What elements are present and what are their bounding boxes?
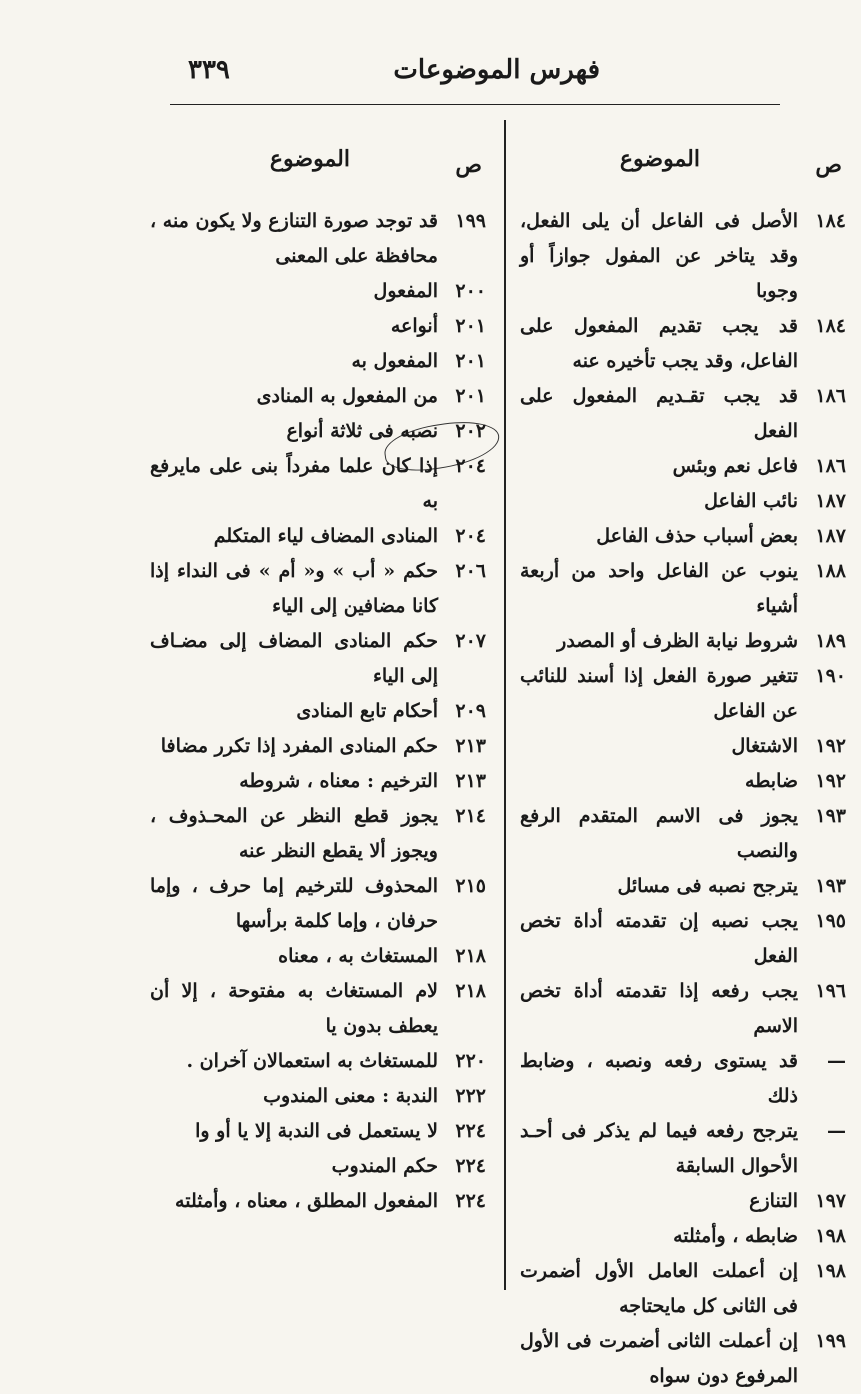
index-entry (520, 659, 850, 729)
entry-topic: قد يستوى رفعه ونصبه ، وضابط ذلك (520, 1050, 798, 1107)
index-entry (520, 974, 850, 1044)
entry-page-number: ١٩٢ (815, 735, 846, 757)
index-entry (150, 974, 490, 1044)
index-entry (150, 274, 490, 309)
index-entry (520, 484, 850, 519)
entry-topic: المفعول المطلق ، معناه ، وأمثلته (175, 1190, 438, 1212)
entry-topic: إن أعملت الثانى أضمرت فى الأول المرفوع دون سواه (520, 1330, 798, 1387)
entry-page-number: ٢٠٧ (455, 630, 486, 652)
entry-topic: الندبة : معنى المندوب (263, 1085, 438, 1107)
entry-topic: ضابطه ، وأمثلته (673, 1225, 798, 1247)
column-header (150, 140, 490, 200)
index-entry (150, 764, 490, 799)
index-entry (150, 204, 490, 274)
entry-page-number: ١٨٦ (815, 385, 846, 407)
index-entry (150, 449, 490, 519)
index-entry (520, 1044, 850, 1114)
index-column-right (520, 140, 850, 1394)
entry-topic: ينوب عن الفاعل واحد من أربعة أشياء (520, 560, 798, 617)
entry-topic: يجب رفعه إذا تقدمته أداة تخص الاسم (520, 980, 798, 1037)
index-entry (520, 1184, 850, 1219)
entry-page-number: ٢٠٦ (455, 560, 486, 582)
entry-page-number: ١٩٨ (815, 1260, 846, 1282)
entry-page-number: ٢١٥ (455, 875, 486, 897)
entry-topic: ضابطه (745, 770, 798, 792)
entry-topic: الترخيم : معناه ، شروطه (239, 770, 438, 792)
index-entry (520, 624, 850, 659)
column-header-page: ص (815, 152, 842, 178)
entry-topic: قد توجد صورة التنازع ولا يكون منه ، محافظة على المعنى (150, 210, 438, 267)
header-rule (170, 104, 780, 105)
entry-page-number: ١٩٥ (815, 910, 846, 932)
entry-page-number: ٢٠٢ (455, 420, 486, 442)
index-column-left (150, 140, 490, 1219)
entry-topic: يترجح نصبه فى مسائل (617, 875, 798, 897)
entry-page-number: ١٩٨ (815, 1225, 846, 1247)
index-entry (150, 379, 490, 414)
entry-page-number: ١٩٢ (815, 770, 846, 792)
column-header-page: ص (455, 152, 482, 178)
page-title: فهرس الموضوعات (393, 55, 600, 85)
entry-page-number: ١٨٤ (815, 315, 846, 337)
entry-topic: أحكام تابع المنادى (296, 700, 438, 722)
entry-topic: التنازع (749, 1190, 798, 1212)
index-entries (520, 204, 850, 1394)
entry-page-number: ٢٠١ (455, 315, 486, 337)
index-entry (150, 624, 490, 694)
index-entry (520, 379, 850, 449)
entry-page-number: ٢٠٤ (455, 455, 486, 477)
entry-page-number: ٢٠١ (455, 350, 486, 372)
index-entry (150, 939, 490, 974)
entry-topic: الاشتغال (731, 735, 798, 757)
entry-page-number: ١٩٠ (815, 665, 846, 687)
entry-topic: المستغاث به ، معناه (278, 945, 438, 967)
entry-topic: حكم « أب » و« أم » فى النداء إذا كانا مضافين إلى الياء (150, 560, 438, 617)
entry-topic: للمستغاث به استعمالان آخران . (186, 1050, 438, 1072)
entry-topic: بعض أسباب حذف الفاعل (596, 525, 798, 547)
entry-topic: لا يستعمل فى الندبة إلا يا أو وا (195, 1120, 438, 1142)
index-entry (520, 1254, 850, 1324)
entry-page-number: ٢٢٤ (455, 1155, 486, 1177)
entry-page-number: — (827, 1120, 846, 1142)
index-entry (150, 344, 490, 379)
index-entry (150, 799, 490, 869)
index-entry (150, 694, 490, 729)
entry-topic: إذا كان علما مفرداً بنى على مايرفع به (150, 455, 438, 512)
entry-page-number: ٢١٨ (455, 945, 486, 967)
index-entry (520, 729, 850, 764)
index-entry (520, 764, 850, 799)
entry-page-number: ١٩٩ (815, 1330, 846, 1352)
entry-page-number: ٢٢٠ (455, 1050, 486, 1072)
index-entry (150, 519, 490, 554)
entry-topic: فاعل نعم وبئس (672, 455, 798, 477)
entry-page-number: ١٩٦ (815, 980, 846, 1002)
entry-page-number: ٢٠٤ (455, 525, 486, 547)
column-header-topic: الموضوع (269, 146, 350, 172)
entry-topic: المحذوف للترخيم إما حرف ، وإما حرفان ، وإما كلمة برأسها (150, 875, 438, 932)
entry-topic: يجوز فى الاسم المتقدم الرفع والنصب (520, 805, 798, 862)
index-entry (150, 1149, 490, 1184)
entry-page-number: ٢٢٢ (455, 1085, 486, 1107)
column-header-topic: الموضوع (619, 146, 700, 172)
index-entry (150, 554, 490, 624)
index-entry (520, 1324, 850, 1394)
index-entry (520, 799, 850, 869)
index-entry (150, 309, 490, 344)
entry-page-number: ١٩٣ (815, 875, 846, 897)
index-entry (520, 904, 850, 974)
entry-topic: قد يجب تقـديم المفعول على الفعل (520, 385, 798, 442)
entry-topic: إن أعملت العامل الأول أضمرت فى الثانى كل مايحتاجه (520, 1260, 798, 1317)
entry-topic: قد يجب تقديم المفعول على الفاعل، وقد يجب تأخيره عنه (520, 315, 798, 372)
entry-page-number: ١٨٧ (815, 525, 846, 547)
index-entries (150, 204, 490, 1219)
index-entry (150, 1114, 490, 1149)
index-entry (150, 1079, 490, 1114)
entry-page-number: ١٨٦ (815, 455, 846, 477)
index-entry (150, 1184, 490, 1219)
entry-page-number: ٢٢٤ (455, 1120, 486, 1142)
index-entry (520, 449, 850, 484)
entry-page-number: ٢١٣ (455, 735, 486, 757)
index-entry (520, 1219, 850, 1254)
index-entry (520, 309, 850, 379)
entry-page-number: ١٨٨ (815, 560, 846, 582)
index-entry (520, 204, 850, 309)
entry-topic: المفعول (373, 280, 438, 302)
entry-page-number: ٢٠٠ (455, 280, 486, 302)
entry-page-number: — (827, 1050, 846, 1072)
page-number: ٣٣٩ (188, 55, 230, 85)
page-header (170, 55, 770, 95)
entry-page-number: ٢١٣ (455, 770, 486, 792)
index-entry (150, 1044, 490, 1079)
entry-page-number: ١٩٣ (815, 805, 846, 827)
entry-page-number: ١٨٤ (815, 210, 846, 232)
entry-topic: تتغير صورة الفعل إذا أسند للنائب عن الفاعل (520, 665, 798, 722)
index-entry (520, 869, 850, 904)
entry-topic: يجوز قطع النظر عن المحـذوف ، ويجوز ألا يقطع النظر عنه (150, 805, 438, 862)
entry-topic: نصبه فى ثلاثة أنواع (286, 420, 438, 442)
entry-topic: المفعول به (351, 350, 438, 372)
entry-topic: لام المستغاث به مفتوحة ، إلا أن يعطف بدون يا (150, 980, 438, 1037)
entry-topic: نائب الفاعل (704, 490, 798, 512)
entry-topic: يجب نصبه إن تقدمته أداة تخص الفعل (520, 910, 798, 967)
entry-page-number: ١٨٩ (815, 630, 846, 652)
entry-topic: الأصل فى الفاعل أن يلى الفعل، وقد يتاخر عن المفول جوازاً أو وجوبا (520, 210, 798, 302)
index-entry (150, 414, 490, 449)
entry-page-number: ١٩٩ (455, 210, 486, 232)
entry-page-number: ١٩٧ (815, 1190, 846, 1212)
index-entry (520, 554, 850, 624)
index-entry (520, 519, 850, 554)
entry-page-number: ١٨٧ (815, 490, 846, 512)
index-entry (150, 729, 490, 764)
entry-topic: شروط نيابة الظرف أو المصدر (557, 630, 798, 652)
entry-page-number: ٢٠٩ (455, 700, 486, 722)
entry-topic: حكم المنادى المفرد إذا تكرر مضافا (160, 735, 438, 757)
index-entry (520, 1114, 850, 1184)
entry-topic: حكم المنادى المضاف إلى مضـاف إلى الياء (150, 630, 438, 687)
entry-page-number: ٢٢٤ (455, 1190, 486, 1212)
entry-topic: أنواعه (390, 315, 438, 337)
entry-page-number: ٢٠١ (455, 385, 486, 407)
entry-topic: حكم المندوب (331, 1155, 438, 1177)
entry-topic: من المفعول به المنادى (256, 385, 438, 407)
entry-topic: المنادى المضاف لياء المتكلم (213, 525, 438, 547)
column-divider (504, 120, 506, 1290)
entry-topic: يترجح رفعه فيما لم يذكر فى أحـد الأحوال السابقة (520, 1120, 798, 1177)
entry-page-number: ٢١٤ (455, 805, 486, 827)
entry-page-number: ٢١٨ (455, 980, 486, 1002)
column-header (520, 140, 850, 200)
index-entry (150, 869, 490, 939)
